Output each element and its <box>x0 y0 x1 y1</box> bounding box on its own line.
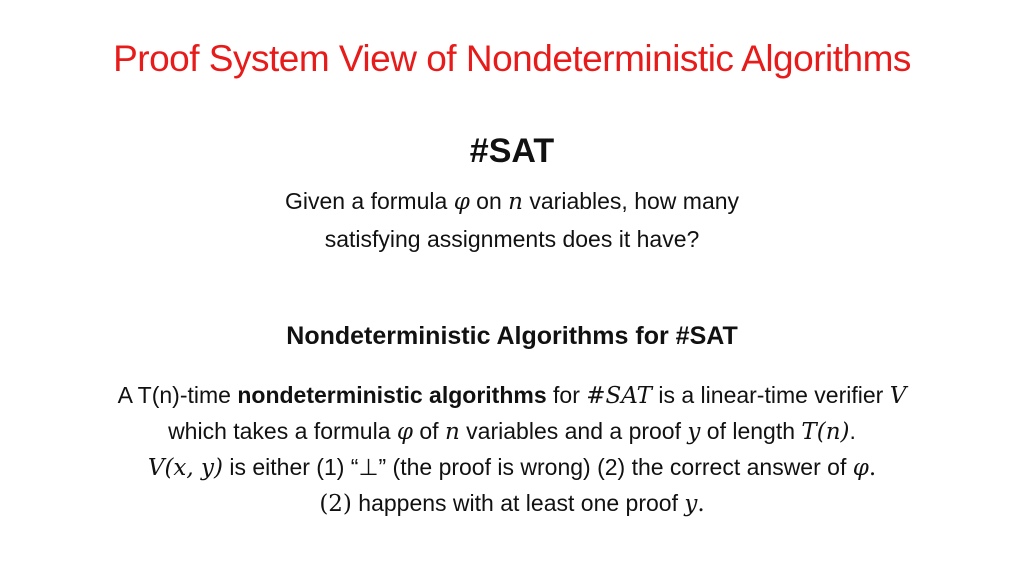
text: A T(n)-time <box>117 382 238 408</box>
text: variables and a proof <box>459 418 688 444</box>
math-n: n <box>444 419 460 445</box>
math-period: . <box>697 491 705 517</box>
text: for <box>546 382 587 408</box>
sat-description-line-2: satisfying assignments does it have? <box>324 226 700 252</box>
text: . <box>849 418 856 444</box>
text: is either (1) “⊥” (the proof is wrong) (2) the correct answer of <box>222 454 853 480</box>
definition-line-4 <box>0 486 1024 522</box>
definition-line-3 <box>0 450 1024 486</box>
math-y: y <box>684 491 698 517</box>
math-y: y <box>687 419 701 445</box>
sat-description-line-1 <box>0 183 1024 221</box>
definition-line-2 <box>0 414 1024 450</box>
math-sharp-sat: #SAT <box>586 383 652 409</box>
math-phi: φ <box>453 189 470 215</box>
definition-line-1 <box>0 378 1024 414</box>
text: happens with at least one proof <box>351 490 685 516</box>
text: Given a formula <box>284 188 454 214</box>
text: variables, how many <box>523 188 740 214</box>
sat-heading: #SAT <box>469 132 555 170</box>
slide-title: Proof System View of Nondeterministic Algorithms <box>113 38 911 79</box>
text: on <box>469 188 509 214</box>
math-t-of-n: T(n) <box>801 419 850 445</box>
math-phi: φ <box>852 455 869 481</box>
text: of length <box>700 418 802 444</box>
math-phi: φ <box>396 419 413 445</box>
math-v-of-xy: V(x, y) <box>147 455 223 481</box>
math-two: (2) <box>319 491 352 517</box>
bold-term: nondeterministic algorithms <box>237 382 547 408</box>
definition-paragraph <box>0 378 1024 522</box>
text: of <box>413 418 445 444</box>
sat-description <box>0 183 1024 258</box>
text: is a linear-time verifier <box>651 382 890 408</box>
math-v: V <box>889 383 907 409</box>
section-subheading: Nondeterministic Algorithms for #SAT <box>286 322 738 350</box>
math-n: n <box>508 189 523 215</box>
text: which takes a formula <box>168 418 397 444</box>
math-period: . <box>868 455 877 481</box>
